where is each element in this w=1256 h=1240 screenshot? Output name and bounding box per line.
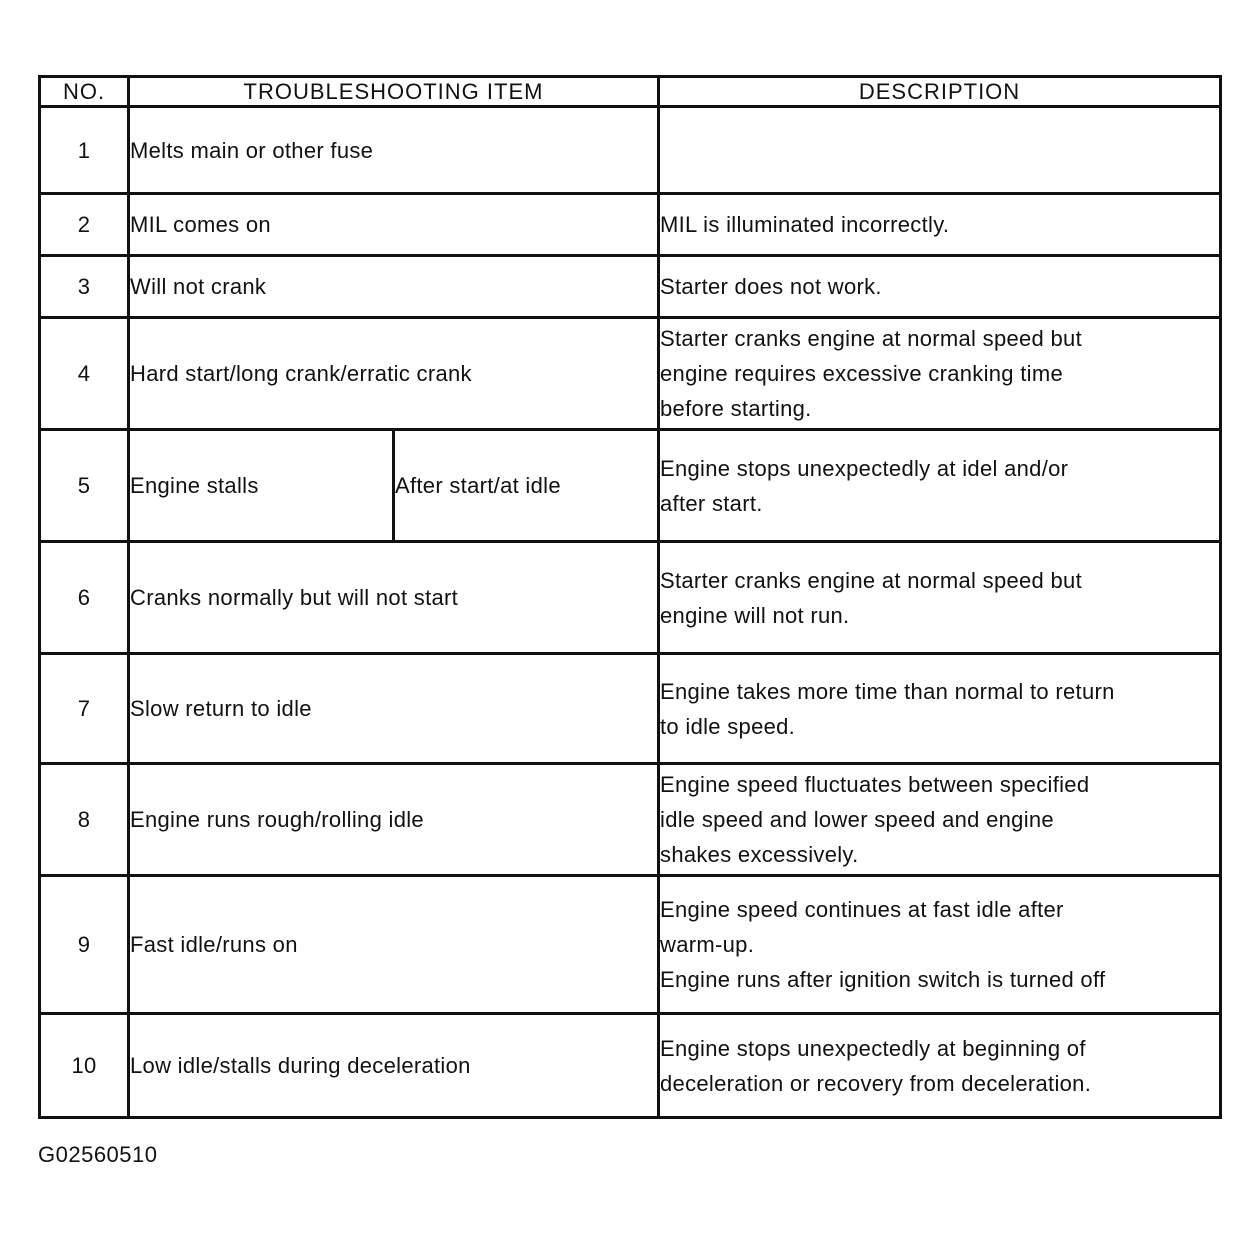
table-row [40,430,1221,542]
troubleshooting-table [38,75,1222,1119]
header-description: DESCRIPTION [659,77,1221,107]
description-line: Engine stops unexpectedly at beginning of [660,1035,1086,1061]
description-line: Starter cranks engine at normal speed but [660,326,1082,351]
troubleshooting-item: Engine stalls [129,430,394,542]
troubleshooting-sub-item: After start/at idle [394,430,659,542]
description-line: Starter does not work. [660,274,882,299]
row-number: 3 [40,256,129,318]
description-line: engine will not run. [660,602,850,628]
row-number: 8 [40,764,129,876]
description-line: idle speed and lower speed and engine [660,807,1054,832]
description-cell [659,318,1221,430]
description-line: Starter cranks engine at normal speed but [660,567,1082,593]
description-line: to idle speed. [660,713,796,739]
description-line: shakes excessively. [660,842,859,867]
description-cell [659,1014,1221,1118]
table-row [40,318,1221,430]
row-number: 2 [40,194,129,256]
table-row [40,876,1221,1014]
header-troubleshooting-item: TROUBLESHOOTING ITEM [129,77,659,107]
table-row [40,1014,1221,1118]
description-line: Engine speed continues at fast idle after [660,897,1064,922]
table-row [40,107,1221,194]
description-line: deceleration or recovery from deceleration. [660,1070,1092,1096]
row-number: 6 [40,542,129,654]
row-number: 9 [40,876,129,1014]
troubleshooting-item: Engine runs rough/rolling idle [129,764,659,876]
description-cell [659,194,1221,256]
description-cell [659,876,1221,1014]
troubleshooting-item: Hard start/long crank/erratic crank [129,318,659,430]
description-line: MIL is illuminated incorrectly. [660,212,950,237]
table-row [40,542,1221,654]
troubleshooting-item: Cranks normally but will not start [129,542,659,654]
table-header-row [40,77,1221,107]
description-line: Engine runs after ignition switch is turned off [660,967,1106,992]
row-number: 5 [40,430,129,542]
row-number: 4 [40,318,129,430]
description-cell [659,256,1221,318]
description-line: engine requires excessive cranking time [660,361,1064,386]
troubleshooting-item: Slow return to idle [129,654,659,764]
table-row [40,194,1221,256]
description-line: Engine speed fluctuates between specified [660,772,1090,797]
table-row [40,654,1221,764]
troubleshooting-item: MIL comes on [129,194,659,256]
troubleshooting-item: Will not crank [129,256,659,318]
table-row [40,256,1221,318]
description-cell [659,542,1221,654]
description-cell [659,764,1221,876]
figure-code: G02560510 [38,1142,158,1167]
row-number: 1 [40,107,129,194]
description-cell [659,107,1221,194]
description-cell [659,654,1221,764]
row-number: 7 [40,654,129,764]
description-line: before starting. [660,396,812,421]
table-row [40,764,1221,876]
description-line: after start. [660,490,763,516]
troubleshooting-item: Melts main or other fuse [129,107,659,194]
description-cell [659,430,1221,542]
troubleshooting-item: Fast idle/runs on [129,876,659,1014]
description-line: warm-up. [660,932,755,957]
troubleshooting-item: Low idle/stalls during deceleration [129,1014,659,1118]
description-line: Engine stops unexpectedly at idel and/or [660,455,1069,481]
description-line: Engine takes more time than normal to return [660,678,1115,704]
row-number: 10 [40,1014,129,1118]
header-no: NO. [40,77,129,107]
